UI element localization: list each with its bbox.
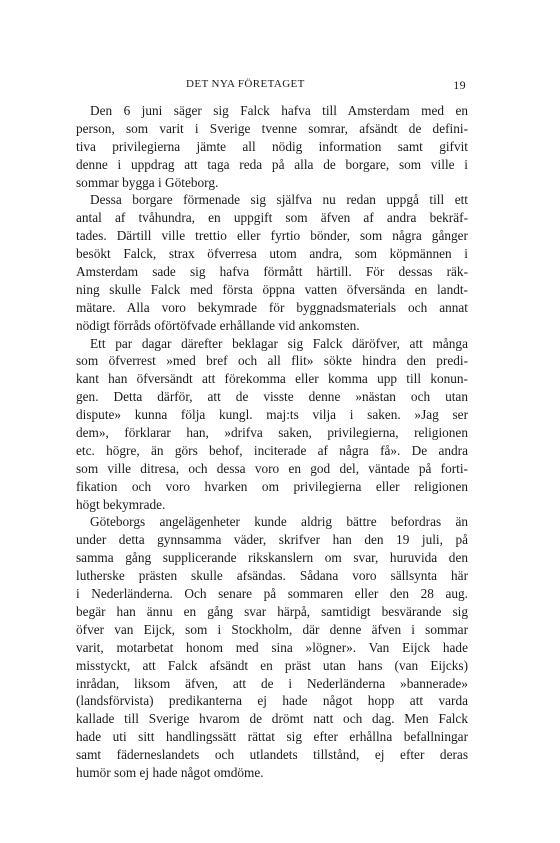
text-line: i Nederländerna. Och senare på sommaren eller den 28 aug.: [76, 586, 468, 602]
text-line: begär han ännu en gång svar härpå, samtidigt besvärande sig: [76, 603, 468, 619]
text-line: tiva privilegierna jämte all nödig information samt gifvit: [76, 138, 468, 154]
text-line: Göteborgs angelägenheter kunde aldrig bättre befordras än: [90, 514, 468, 530]
text-line: fikation och voro hvarken om privilegierna eller religionen: [76, 478, 468, 494]
page-number: 19: [453, 78, 466, 92]
text-line: ning skulle Falck med första öppna vatten öfversända en landt-: [76, 281, 468, 297]
text-line: öfver van Eijck, som i Stockholm, där denne äfven i sommar: [76, 621, 468, 637]
text-line: kallade till Sverige hvarom de drömt natt och dag. Men Falck: [76, 711, 468, 727]
text-line: Den 6 juni säger sig Falck hafva till Amsterdam med en: [90, 103, 468, 118]
text-line: etc. högre, än görs behof, inciterade af några få». De andra: [76, 442, 468, 458]
running-title: DET NYA FÖRETAGET: [186, 78, 305, 90]
text-line: kant han öfversändt att förekomma eller komma upp till konun-: [76, 371, 468, 387]
text-line: samma gång supplicerande rikskanslern om svar, huruvida den: [76, 550, 468, 566]
text-line: varit, motarbetat honom med sina »lögner». Van Eijck hade: [76, 639, 468, 655]
body-text: [76, 102, 468, 782]
text-line: inrådan, liksom äfven, att de i Nederländerna »bannerade»: [76, 675, 468, 691]
text-line: person, som varit i Sverige tvenne somrar, afsändt de defini-: [76, 120, 468, 136]
text-line: tades. Därtill ville trettio eller fyrtio bönder, som några gånger: [76, 228, 468, 244]
text-line: dem», förklarar han, »drifva saken, privilegierna, religionen: [76, 425, 468, 441]
text-line: nödigt förråds oförtöfvade erhållande vid ankomsten.: [76, 317, 360, 333]
text-line: Ett par dagar därefter beklagar sig Falck däröfver, att många: [90, 335, 468, 351]
text-line: gen. Detta därför, att de visste denne »nästan och utan: [76, 389, 468, 405]
text-line: samt fäderneslandets och utlandets tillstånd, ej efter deras: [76, 747, 468, 763]
text-line: lutherske prästen skulle afsändas. Sådana voro sällsynta här: [76, 568, 468, 584]
text-line: Amsterdam sade sig hafva förmått härtill. För dessas räk-: [76, 264, 468, 280]
text-line: sommar bygga i Göteborg.: [76, 174, 219, 190]
text-line: (landsförvista) predikanterna ej hade något hopp att varda: [76, 693, 468, 709]
text-line: misstyckt, att Falck afsändt en präst utan hans (van Eijcks): [76, 657, 468, 673]
text-line: humör som ej hade något omdöme.: [76, 764, 264, 780]
text-line: mätare. Alla voro bekymrade för byggnadsmaterials och annat: [76, 299, 468, 315]
text-line: besökt Falck, strax öfverresa utom andra, som köpmännen i: [76, 246, 468, 262]
text-line: hade uti sitt handlingssätt rättat sig efter erhållna befallningar: [76, 729, 468, 745]
text-line: som ville ditresa, och dessa voro en god del, väntade på forti-: [76, 460, 468, 476]
text-line: antal af tvåhundra, en uppgift som äfven af andra bekräf-: [76, 210, 468, 226]
text-line: Dessa borgare förmenade sig själfva nu redan uppgå till ett: [90, 192, 468, 208]
text-line: som öfverrest »med bref och all flit» sökte hindra den predi-: [76, 353, 468, 369]
text-line: under detta gynnsamma väder, skrifver han den 19 juli, på: [76, 532, 468, 548]
text-line: denne i uppdrag att taga reda på alla de borgare, som ville i: [76, 156, 468, 172]
text-line: högt bekymrade.: [76, 496, 166, 512]
running-head: [76, 78, 466, 94]
text-line: dispute» kunna följa kungl. maj:ts vilja i saken. »Jag ser: [76, 407, 468, 423]
